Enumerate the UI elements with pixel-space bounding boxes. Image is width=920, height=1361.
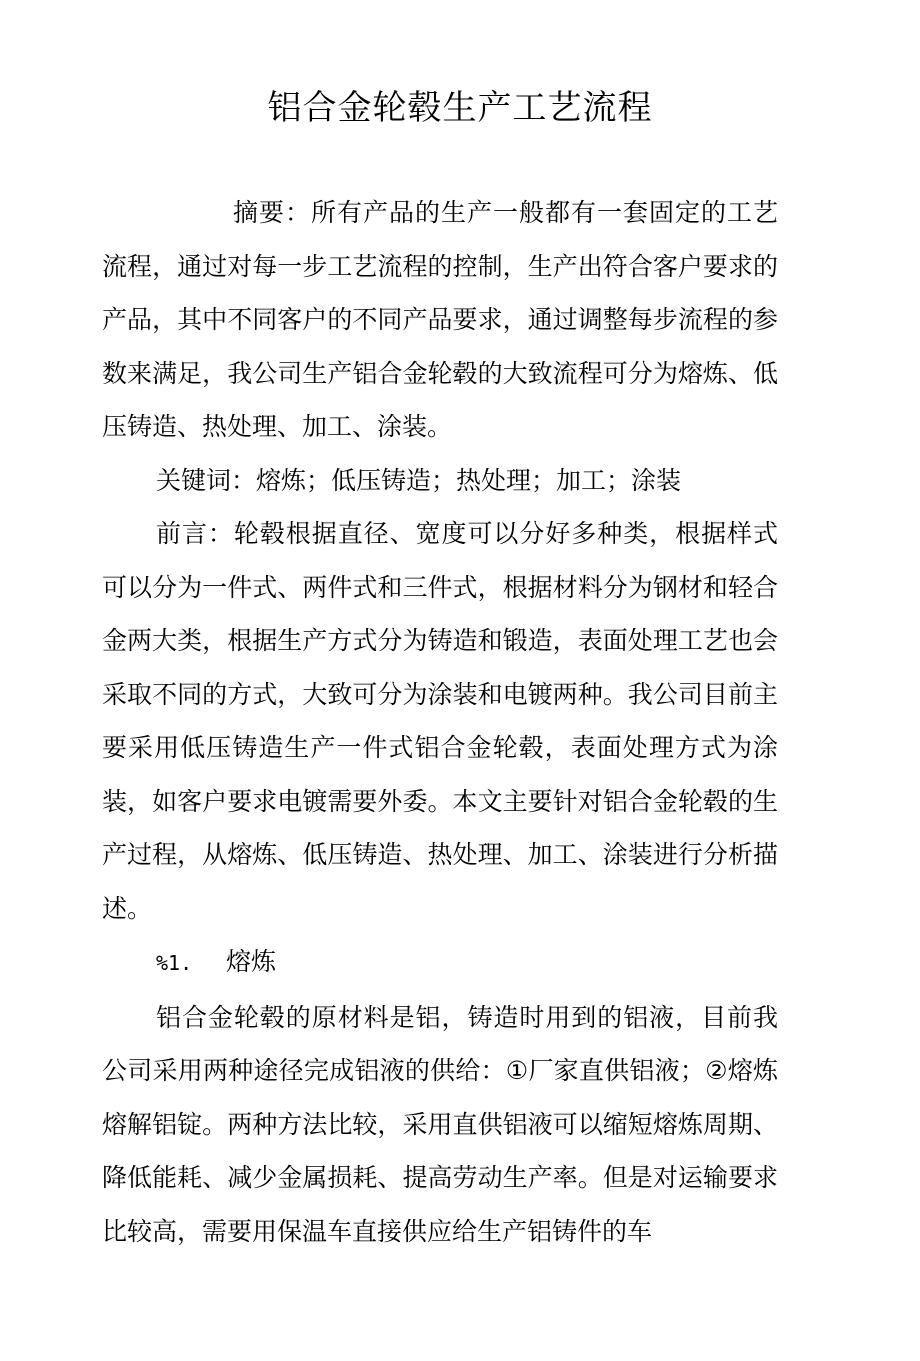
document-body — [102, 186, 778, 1258]
document-title: 铝合金轮毂生产工艺流程 — [267, 88, 653, 128]
section-number: %1. — [156, 951, 193, 975]
section-body-paragraph: 铝合金轮毂的原材料是铝，铸造时用到的铝液，目前我公司采用两种途径完成铝液的供给：①厂家直供铝液；②熔炼熔解铝锭。两种方法比较，采用直供铝液可以缩短熔炼周期、降低能耗、减少金属损耗、提高劳动生产率。但是对运输要求比较高，需要用保温车直接供应给生产铝铸件的车 — [102, 1002, 778, 1246]
section-title: 熔炼 — [226, 947, 277, 976]
keywords-paragraph: 关键词：熔炼；低压铸造；热处理；加工；涂装 — [156, 465, 682, 495]
abstract-paragraph: 摘要：所有产品的生产一般都有一套固定的工艺流程，通过对每一步工艺流程的控制，生产出符合客户要求的产品，其中不同客户的不同产品要求，通过调整每步流程的参数来满足，我公司生产铝合金轮毂的大致流程可分为熔炼、低压铸造、热处理、加工、涂装。 — [102, 198, 778, 441]
preface-paragraph: 前言：轮毂根据直径、宽度可以分好多种类，根据样式可以分为一件式、两件式和三件式，根据材料分为钢材和轻合金两大类，根据生产方式分为铸造和锻造，表面处理工艺也会采取不同的方式，大致可分为涂装和电镀两种。我公司目前主要采用低压铸造生产一件式铝合金轮毂，表面处理方式为涂装，如客户要求电镀需要外委。本文主要针对铝合金轮毂的生产过程，从熔炼、低压铸造、热处理、加工、涂装进行分析描述。 — [102, 519, 778, 923]
section-heading — [102, 935, 778, 991]
